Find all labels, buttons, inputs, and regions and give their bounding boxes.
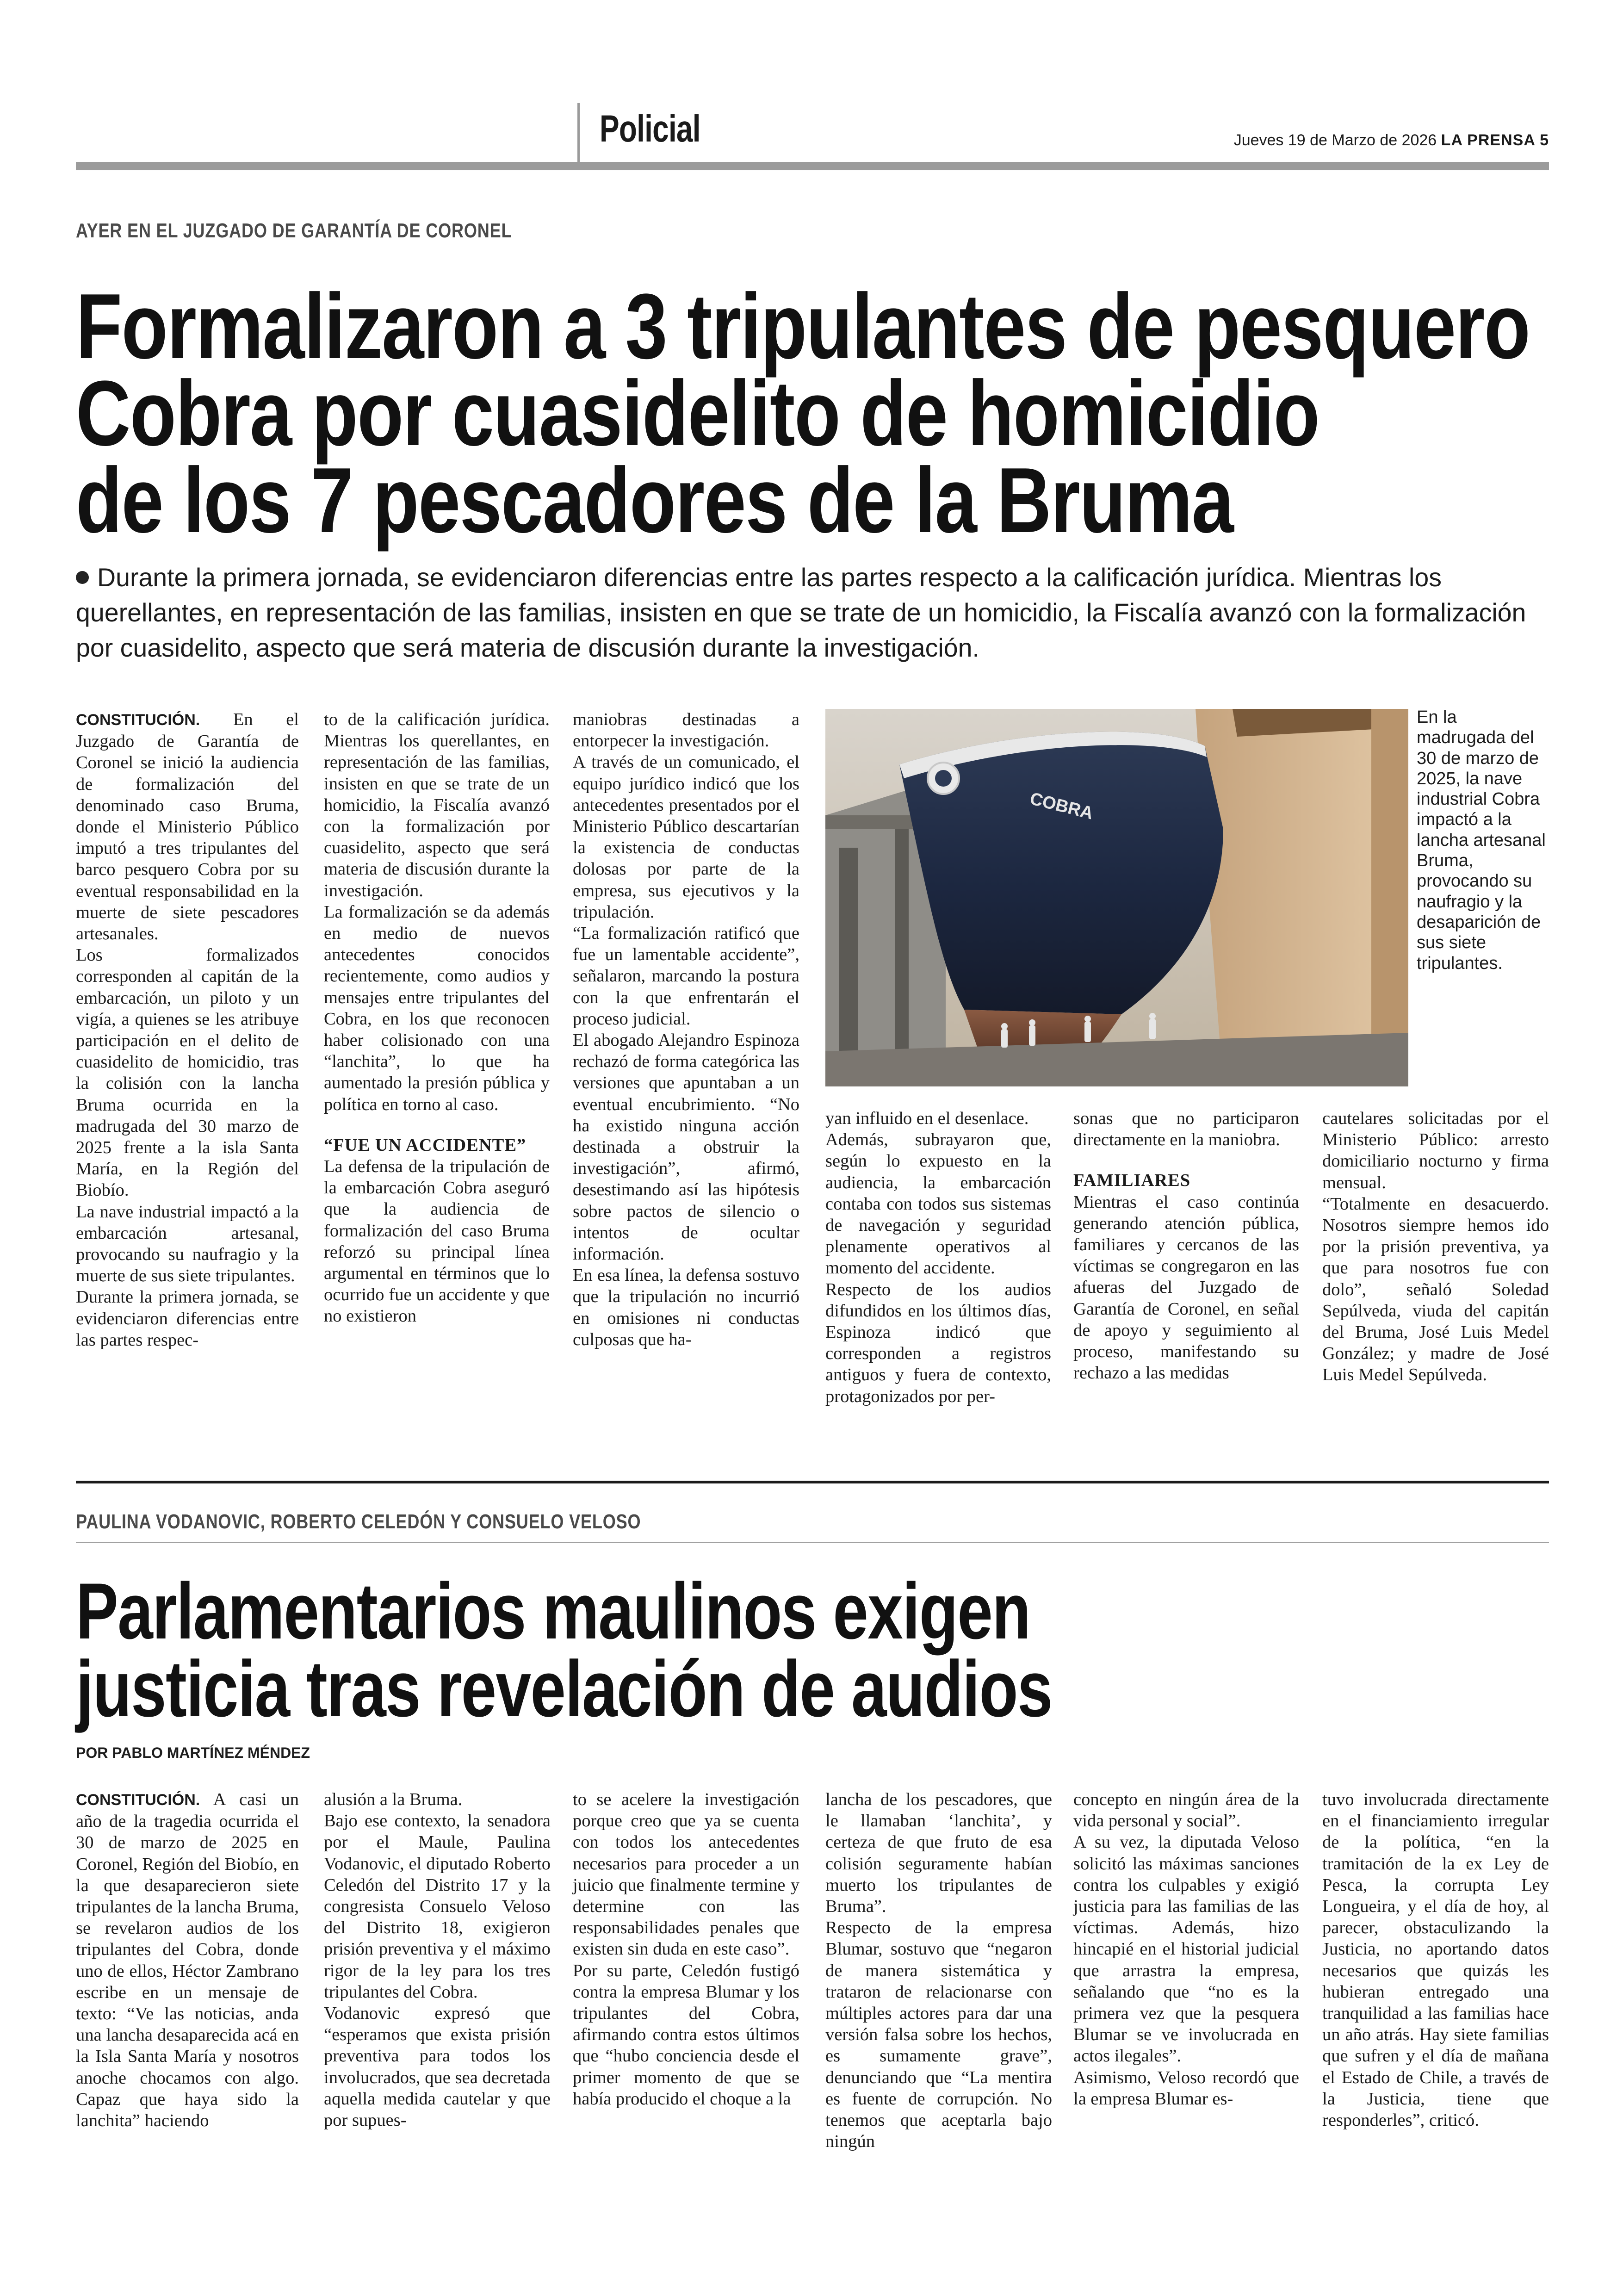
- paragraph: concepto en ningún área de la vida personal y social”.: [1073, 1790, 1299, 1831]
- paragraph: to se acelere la investigación porque creo que ya se cuenta con todos los antecedentes necesarios para proceder a un juicio que finalmente termine y determine con las responsabilidades penales que existen sin duda en este caso”.: [573, 1790, 799, 1959]
- paragraph: “Totalmente en desacuerdo. Nosotros siempre hemos ido por la prisión preventiva, ya que para nosotros fue con dolo”, señaló Soledad Sepúlveda, viuda del capitán del Bruma, José Luis Medel González; y madre de José Luis Medel Sepúlveda.: [1322, 1194, 1549, 1385]
- byline: POR PABLO MARTÍNEZ MÉNDEZ: [76, 1744, 310, 1761]
- section-title: Policial: [600, 108, 700, 150]
- dateline: CONSTITUCIÓN.: [76, 1791, 200, 1809]
- paragraph: Vodanovic expresó que “esperamos que exista prisión preventiva para todos los involucrados, que sea decretada aquella medida cautelar y que por supues-: [324, 2004, 551, 2130]
- page-number: 5: [1540, 131, 1549, 149]
- article1-column-2: [324, 709, 550, 1327]
- article2-column-1: [76, 1789, 299, 2131]
- paragraph: Respecto de los audios difundidos en los últimos días, Espinoza indicó que corresponden a registros antiguos y fuera de contexto, protagonizados por per-: [825, 1279, 1051, 1406]
- paragraph: sonas que no participaron directamente en la maniobra.: [1073, 1109, 1299, 1150]
- article2-column-3: [573, 1789, 799, 2110]
- article2-column-2: [324, 1789, 551, 2131]
- paragraph: lancha de los pescadores, que le llamaban ‘lanchita’, y certeza de que fruto de esa colisión seguramente habían muerto los tripulantes de Bruma”.: [825, 1790, 1052, 1917]
- dateline: CONSTITUCIÓN.: [76, 711, 200, 729]
- subheading: “FUE UN ACCIDENTE”: [324, 1135, 527, 1155]
- section-divider: [577, 103, 580, 162]
- photo-caption: En la madrugada del 30 de marzo de 2025, la nave industrial Cobra impactó a la lancha artesanal Bruma, provocando su naufragio y la desaparición de sus siete tripulantes.: [1417, 707, 1546, 973]
- paragraph: Respecto de la empresa Blumar, sostuvo que “negaron de manera sistemática y trataron de relacionarse con múltiples actores para dar una versión falsa sobre los hechos, es sumamente grave”, denunciando que “La mentira es fuente de corrupción. No tenemos que aceptarla bajo ningún: [825, 1918, 1052, 2152]
- article1-headline: [76, 275, 1530, 552]
- article2-column-4: [825, 1789, 1052, 2152]
- paragraph: yan influido en el desenlace.: [825, 1109, 1029, 1128]
- paragraph: La nave industrial impactó a la embarcación artesanal, provocando su naufragio y la muerte de sus siete tripulantes.: [76, 1202, 299, 1286]
- article2-column-6: [1322, 1789, 1549, 2131]
- paragraph: El abogado Alejandro Espinoza rechazó de forma categórica las versiones que apuntaban a un eventual encubrimiento. “No ha existido ninguna acción destinada a obstruir la investigación”, afirmó, desestimando así las hipótesis sobre pactos de silencio o intentos de ocultar información.: [573, 1030, 799, 1264]
- paragraph: alusión a la Bruma.: [324, 1790, 463, 1809]
- bullet-icon: [76, 571, 89, 584]
- paragraph: Mientras el caso continúa generando atención pública, familiares y cercanos de las víctimas se congregaron en las afueras del Juzgado de Garantía de Coronel, en señal de apoyo y seguimiento al proceso, manifestando su rechazo a las medidas: [1073, 1192, 1299, 1383]
- headline-line: Formalizaron a 3 tripulantes de pesquero: [76, 275, 1530, 378]
- paragraph: A casi un año de la tragedia ocurrida el 30 de marzo de 2025 en Coronel, Región del Biobío, en la que desaparecieron siete tripulantes de la lancha Bruma, se revelaron audios de los tripulantes del Cobra, donde uno de ellos, Héctor Zambrano escribe en un mensaje de texto: “Ve las noticias, anda una lancha desaparecida acá en la Isla Santa María y nosotros anoche chocamos con algo. Capaz que haya sido la lanchita” haciendo: [76, 1790, 299, 2131]
- paragraph: La formalización se da además en medio de nuevos antecedentes conocidos recientemente, como audios y mensajes entre tripulantes del Cobra, en los que reconocen haber colisionado con una “lanchita”, lo que ha aumentado la presión pública y política en torno al caso.: [324, 902, 550, 1114]
- article2-kicker: PAULINA VODANOVIC, ROBERTO CELEDÓN Y CONSUELO VELOSO: [76, 1510, 641, 1533]
- paragraph: “La formalización ratificó que fue un lamentable accidente”, señalaron, marcando la postura con la que enfrentarán el proceso judicial.: [573, 924, 799, 1029]
- headline-line: Parlamentarios maulinos exigen: [76, 1567, 1030, 1656]
- header-bar: [76, 162, 1549, 170]
- headline-line: Cobra por cuasidelito de homicidio: [76, 362, 1319, 465]
- issue-date: Jueves 19 de Marzo de 2026: [1233, 131, 1437, 149]
- paragraph: Durante la primera jornada, se evidenciaron diferencias entre las partes respec-: [76, 1287, 299, 1350]
- kicker-rule: [76, 1542, 1549, 1543]
- paragraph: to de la calificación jurídica. Mientras los querellantes, en representación de las familias, insisten en que se trate de un homicidio, la Fiscalía avanzó con la formalización por cuasidelito, aspecto que será materia de discusión durante la investigación.: [324, 710, 550, 900]
- article1-column-5: [1073, 1108, 1299, 1384]
- paragraph: Además, subrayaron que, según lo expuesto en la audiencia, la embarcación contaba con todos sus sistemas de navegación y seguridad plenamente operativos al momento del accidente.: [825, 1130, 1051, 1278]
- article-divider: [76, 1481, 1549, 1483]
- paragraph: En el Juzgado de Garantía de Coronel se inició la audiencia de formalización del denominado caso Bruma, donde el Ministerio Público imputó a tres tripulantes del barco pesquero Cobra por su eventual responsabilidad en la muerte de siete pescadores artesanales.: [76, 710, 299, 944]
- paragraph: A través de un comunicado, el equipo jurídico indicó que los antecedentes presentados por el Ministerio Público descartarían la existencia de conductas dolosas por parte de la empresa, sus ejecutivos y la tripulación.: [573, 752, 799, 922]
- headline-line: justicia tras revelación de audios: [76, 1644, 1052, 1733]
- article2-column-5: [1073, 1789, 1299, 2110]
- paragraph: cautelares solicitadas por el Ministerio Público: arresto domiciliario nocturno y firma mensual.: [1322, 1109, 1549, 1192]
- paragraph: Asimismo, Veloso recordó que la empresa Blumar es-: [1073, 2067, 1299, 2109]
- paragraph: Los formalizados corresponden al capitán de la embarcación, un piloto y un vigía, a quienes se les atribuye participación en el delito de cuasidelito de homicidio, tras la colisión con la lancha Bruma ocurrida en la madrugada del 30 marzo de 2025 frente a la isla Santa María, en la Región del Biobío.: [76, 945, 299, 1200]
- paragraph: Por su parte, Celedón fustigó contra la empresa Blumar y los tripulantes del Cobra, afirmando contra estos últimos que “hubo conciencia desde el primer momento de que se había producido el choque a la: [573, 1961, 799, 2109]
- paragraph: maniobras destinadas a entorpecer la investigación.: [573, 710, 799, 751]
- headline-line: de los 7 pescadores de la Bruma: [76, 449, 1233, 552]
- ship-photo: [825, 709, 1408, 1086]
- paragraph: A su vez, la diputada Veloso solicitó las máximas sanciones contra los culpables y exigió justicia para las familias de las víctimas. Además, hizo hincapié en el historial judicial que arrastra la empresa, señalando que “no es la primera vez que la pesquera Blumar se ve involucrada en actos ilegales”.: [1073, 1832, 1299, 2066]
- article2-headline: [76, 1567, 1052, 1733]
- article1-deck: Durante la primera jornada, se evidenciaron diferencias entre las partes respecto a la calificación jurídica. Mientras los querellantes, en representación de las familias, insisten en que se trate de un homicidio, la Fiscalía avanzó con la formalización por cuasidelito, aspecto que será materia de discusión durante la investigación.: [76, 563, 1526, 662]
- paragraph: tuvo involucrada directamente en el financiamiento irregular de la política, “en la tramitación de la ex Ley de Pesca, la corrupta Ley Longueira, y el día de hoy, al parecer, obstaculizando la Justicia, no aportando datos necesarios que quizás les hubieran entregado una tranquilidad a las familias hace un año atrás. Hay siete familias que sufren y el día de mañana el Estado de Chile, a través de la Justicia, tiene que responderles”, criticó.: [1322, 1790, 1549, 2130]
- paragraph: Bajo ese contexto, la senadora por el Maule, Paulina Vodanovic, el diputado Roberto Celedón del Distrito 17 y la congresista Consuelo Veloso del Distrito 18, exigieron prisión preventiva y el máximo rigor de la ley para los tres tripulantes del Cobra.: [324, 1811, 551, 2002]
- ship-name-label: COBRA: [1028, 788, 1096, 824]
- article1-column-3: [573, 709, 799, 1350]
- ship-drydock-illustration: [825, 709, 1408, 1086]
- paragraph: En esa línea, la defensa sostuvo que la tripulación no incurrió en omisiones ni conductas culposas que ha-: [573, 1266, 799, 1349]
- article1-kicker: AYER EN EL JUZGADO DE GARANTÍA DE CORONEL: [76, 219, 512, 242]
- paragraph: La defensa de la tripulación de la embarcación Cobra aseguró que la audiencia de formalización del caso Bruma reforzó su principal línea argumental en términos que lo ocurrido fue un accidente y que no existieron: [324, 1157, 550, 1326]
- subheading: FAMILIARES: [1073, 1171, 1191, 1191]
- page-dateline: [1234, 131, 1549, 149]
- newspaper-name: LA PRENSA: [1441, 131, 1535, 149]
- article1-column-6: [1322, 1108, 1549, 1386]
- article1-column-4: [825, 1108, 1051, 1407]
- article1-column-1: [76, 709, 299, 1351]
